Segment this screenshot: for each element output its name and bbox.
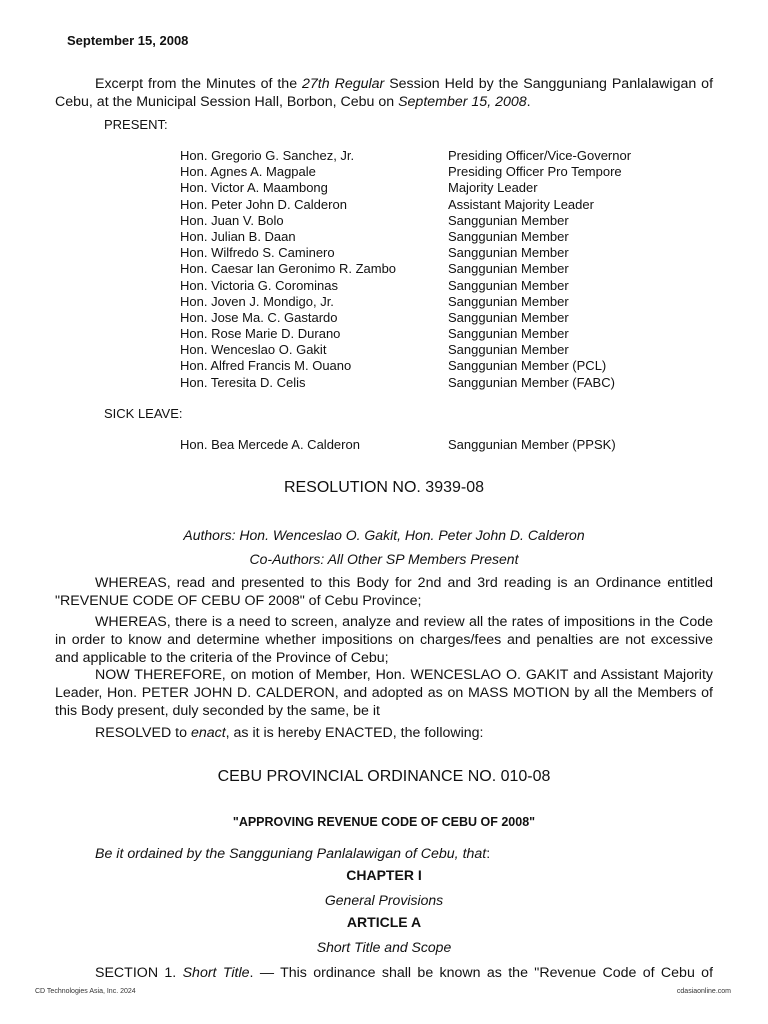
section-title: Short Title xyxy=(182,965,250,981)
member-name: Hon. Juan V. Bolo xyxy=(180,212,284,228)
sick-leave-label: SICK LEAVE: xyxy=(104,406,183,421)
member-name: Hon. Agnes A. Magpale xyxy=(180,164,316,180)
intro-text-2: Session Held by the Sangguniang Panlalawigan of Cebu, at the Municipal Session Hall, Borbon, Cebu on xyxy=(55,76,714,110)
member-position: Sanggunian Member (PPSK) xyxy=(448,437,616,452)
member-position: Sanggunian Member xyxy=(448,293,569,309)
resolved-text-1: RESOLVED to xyxy=(95,725,191,741)
section-text: . — This ordinance shall be known as the "Revenue Code of Cebu of xyxy=(249,965,713,981)
roster-row xyxy=(180,310,700,326)
member-position: Majority Leader xyxy=(448,180,538,196)
whereas-clause-2: WHEREAS, there is a need to screen, analyze and review all the rates of impositions in the Code in order to know and determine whether impositions on charges/fees and penalties are not excessive and applicable to the criteria of the Province of Cebu; xyxy=(55,614,713,666)
member-name: Hon. Bea Mercede A. Calderon xyxy=(180,437,360,452)
member-position: Sanggunian Member xyxy=(448,245,569,261)
roster-row xyxy=(180,278,700,294)
article-name: Short Title and Scope xyxy=(316,939,452,955)
article-heading: ARTICLE A xyxy=(346,914,422,930)
roster-row xyxy=(180,375,700,391)
roster-row xyxy=(180,229,700,245)
member-name: Hon. Peter John D. Calderon xyxy=(180,196,347,212)
member-name: Hon. Wenceslao O. Gakit xyxy=(180,342,327,358)
member-position: Assistant Majority Leader xyxy=(448,196,594,212)
roster-row xyxy=(180,294,700,310)
member-name: Hon. Julian B. Daan xyxy=(180,228,296,244)
member-name: Hon. Teresita D. Celis xyxy=(180,374,306,390)
section-label: SECTION 1. xyxy=(95,965,183,981)
member-name: Hon. Wilfredo S. Caminero xyxy=(180,245,335,261)
member-name: Hon. Caesar Ian Geronimo R. Zambo xyxy=(180,261,397,277)
intro-text-1: Excerpt from the Minutes of the xyxy=(95,76,303,92)
member-name: Hon. Jose Ma. C. Gastardo xyxy=(180,309,338,325)
roster-row xyxy=(180,261,700,277)
resolution-authors: Authors: Hon. Wenceslao O. Gakit, Hon. Peter John D. Calderon xyxy=(183,527,585,543)
footer-site: cdasiaonline.com xyxy=(676,988,731,995)
roster-row xyxy=(180,245,700,261)
roster-row xyxy=(180,197,700,213)
roster-row xyxy=(180,213,700,229)
member-name: Hon. Victor A. Maambong xyxy=(180,180,328,196)
member-position: Presiding Officer Pro Tempore xyxy=(448,164,622,180)
resolved-text-2: , as it is hereby ENACTED, the following: xyxy=(225,725,484,741)
roster-row xyxy=(180,148,700,164)
member-position: Sanggunian Member xyxy=(448,277,569,293)
roster-row xyxy=(180,342,700,358)
ordained-clause xyxy=(55,845,713,863)
now-therefore-clause: NOW THEREFORE, on motion of Member, Hon. WENCESLAO O. GAKIT and Assistant Majority Leader, Hon. PETER JOHN D. CALDERON, and adopted as on MASS MOTION by all the Members of this Body present, duly seconded by the same, be it xyxy=(55,667,713,719)
ordained-text: Be it ordained by the Sangguniang Panlalawigan of Cebu, that xyxy=(95,846,487,862)
roster-row xyxy=(180,358,700,374)
present-roster xyxy=(180,148,700,391)
resolved-italic: enact xyxy=(190,725,226,741)
minutes-intro xyxy=(55,75,713,111)
member-position: Presiding Officer/Vice-Governor xyxy=(448,148,632,163)
document-date: September 15, 2008 xyxy=(67,33,189,48)
ordinance-title: CEBU PROVINCIAL ORDINANCE NO. 010-08 xyxy=(217,768,551,785)
chapter-name: General Provisions xyxy=(324,892,444,908)
roster-row xyxy=(180,326,700,342)
member-name: Hon. Rose Marie D. Durano xyxy=(180,326,341,342)
member-name: Hon. Alfred Francis M. Ouano xyxy=(180,358,352,374)
intro-text-end: . xyxy=(526,94,531,110)
member-position: Sanggunian Member xyxy=(448,342,569,358)
member-position: Sanggunian Member xyxy=(448,309,569,325)
section-1 xyxy=(55,964,713,982)
member-name: Hon. Gregorio G. Sanchez, Jr. xyxy=(180,148,355,163)
footer-copyright: CD Technologies Asia, Inc. 2024 xyxy=(35,988,136,995)
member-position: Sanggunian Member xyxy=(448,326,569,342)
member-position: Sanggunian Member (FABC) xyxy=(448,374,615,390)
member-position: Sanggunian Member (PCL) xyxy=(448,358,607,374)
chapter-heading: CHAPTER I xyxy=(346,867,422,883)
present-label: PRESENT: xyxy=(104,117,168,132)
member-position: Sanggunian Member xyxy=(448,261,569,277)
sick-leave-roster xyxy=(180,437,700,453)
roster-row xyxy=(180,437,700,453)
session-name: 27th Regular xyxy=(302,76,385,92)
resolution-title: RESOLUTION NO. 3939-08 xyxy=(283,479,485,496)
roster-row xyxy=(180,164,700,180)
member-position: Sanggunian Member xyxy=(448,212,569,228)
resolution-co-authors: Co-Authors: All Other SP Members Present xyxy=(249,551,519,567)
ordinance-subtitle: "APPROVING REVENUE CODE OF CEBU OF 2008" xyxy=(232,815,536,829)
roster-row xyxy=(180,180,700,196)
ordained-colon: : xyxy=(486,846,491,862)
member-position: Sanggunian Member xyxy=(448,228,569,244)
whereas-clause-1: WHEREAS, read and presented to this Body for 2nd and 3rd reading is an Ordinance entitled "REVENUE CODE OF CEBU OF 2008" of Cebu Province; xyxy=(55,575,713,609)
resolved-clause xyxy=(55,724,713,742)
session-date: September 15, 2008 xyxy=(398,94,527,110)
member-name: Hon. Joven J. Mondigo, Jr. xyxy=(180,293,334,309)
member-name: Hon. Victoria G. Corominas xyxy=(180,277,338,293)
